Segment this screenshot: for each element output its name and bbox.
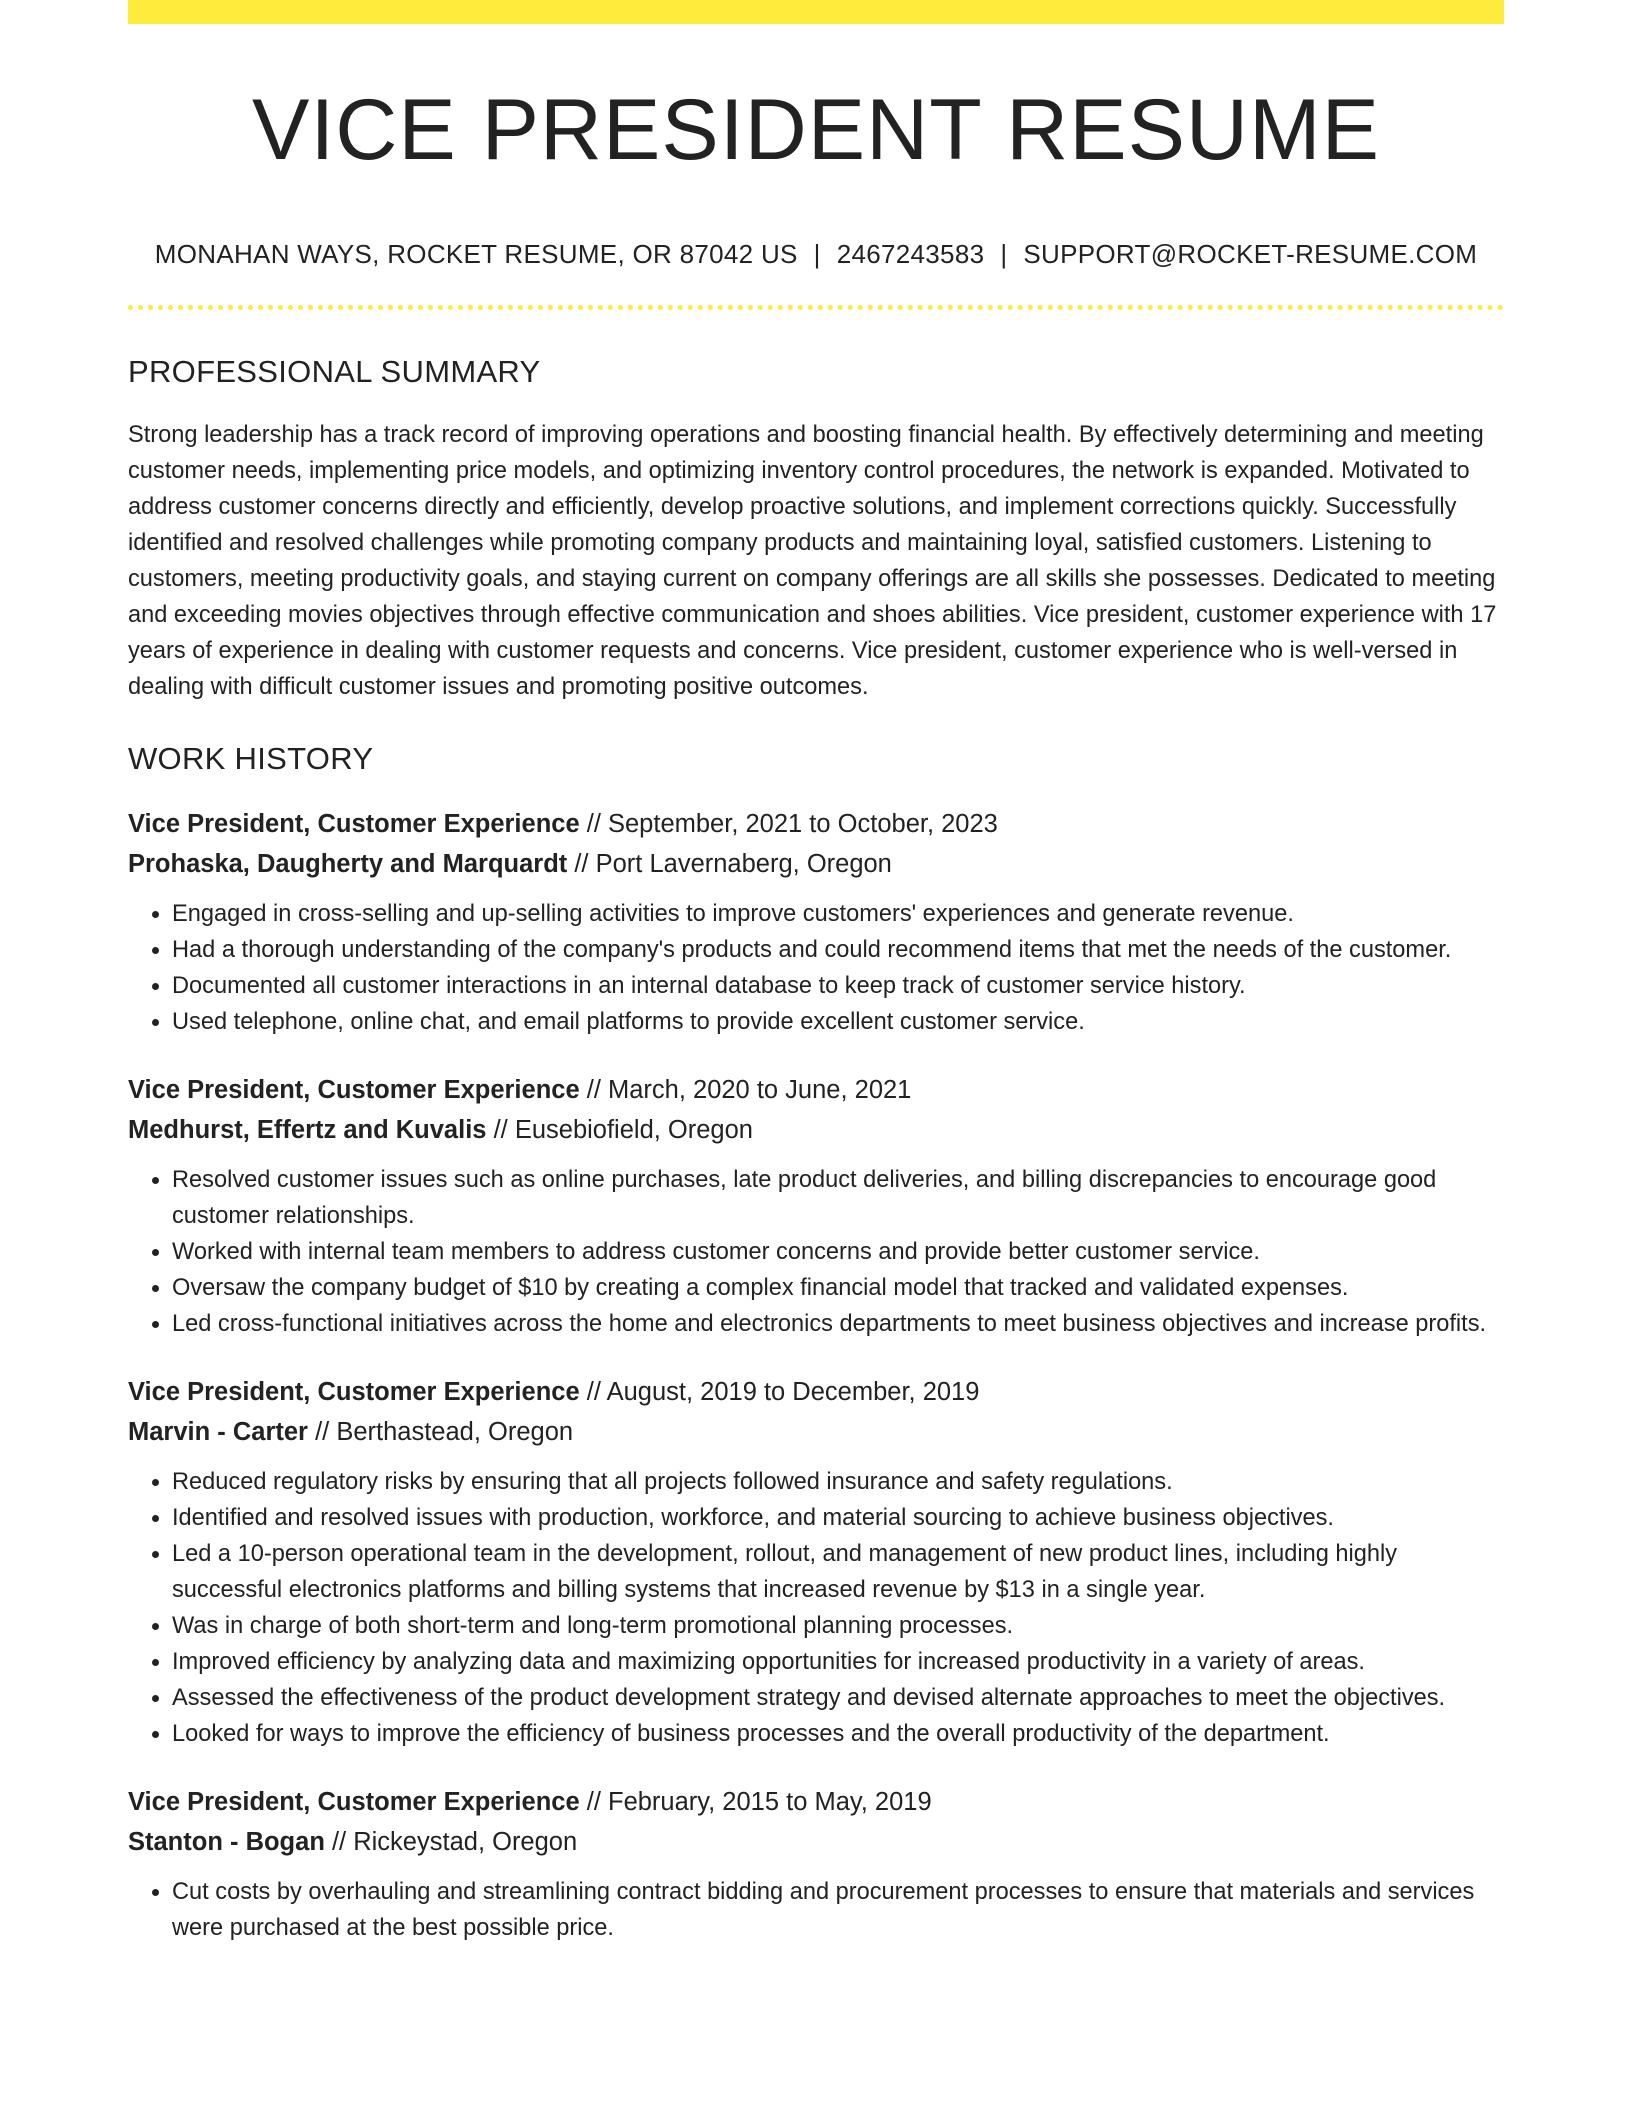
job-location: // Rickeystad, Oregon	[324, 1828, 578, 1856]
job-bullet: • Reduced regulatory risks by ensuring that all projects followed insurance and safety regulations.	[172, 1464, 1504, 1500]
contact-email: SUPPORT@ROCKET-RESUME.COM	[1023, 239, 1478, 269]
job-company-line	[128, 1822, 1504, 1862]
job-bullet: • Was in charge of both short-term and long-term promotional planning processes.	[172, 1608, 1504, 1644]
job-entry	[128, 1372, 1504, 1752]
job-entry	[128, 1782, 1504, 1946]
job-entry	[128, 1070, 1504, 1342]
job-bullet: • Used telephone, online chat, and email platforms to provide excellent customer service.	[172, 1004, 1504, 1040]
accent-top-bar	[128, 0, 1504, 24]
job-company: Medhurst, Effertz and Kuvalis	[128, 1116, 487, 1144]
job-dates: // September, 2021 to October, 2023	[579, 810, 998, 838]
job-bullet: • Documented all customer interactions in an internal database to keep track of customer service history.	[172, 968, 1504, 1004]
job-dates: // August, 2019 to December, 2019	[579, 1378, 980, 1406]
job-bullet: • Oversaw the company budget of $10 by creating a complex financial model that tracked and validated expenses.	[172, 1270, 1504, 1306]
contact-separator: |	[813, 239, 821, 269]
work-history-heading: WORK HISTORY	[128, 741, 374, 776]
job-company: Marvin - Carter	[128, 1418, 308, 1446]
job-title-line	[128, 804, 1504, 844]
job-bullet: • Engaged in cross-selling and up-selling activities to improve customers' experiences and generate revenue.	[172, 896, 1504, 932]
job-dates: // February, 2015 to May, 2019	[579, 1788, 932, 1816]
job-company: Stanton - Bogan	[128, 1828, 325, 1856]
resume-page	[128, 0, 1504, 1946]
job-bullets	[128, 1464, 1504, 1752]
job-location: // Eusebiofield, Oregon	[486, 1116, 753, 1144]
job-bullets	[128, 896, 1504, 1040]
job-company-line	[128, 844, 1504, 884]
dotted-divider	[128, 305, 1504, 310]
contact-phone: 2467243583	[836, 239, 985, 269]
job-bullet: • Looked for ways to improve the efficiency of business processes and the overall productivity of the department.	[172, 1716, 1504, 1752]
contact-separator: |	[1000, 239, 1008, 269]
job-title-line	[128, 1372, 1504, 1412]
job-title-line	[128, 1070, 1504, 1110]
job-bullet: • Improved efficiency by analyzing data and maximizing opportunities for increased productivity in a variety of areas.	[172, 1644, 1504, 1680]
job-bullet: • Worked with internal team members to address customer concerns and provide better customer service.	[172, 1234, 1504, 1270]
job-title: Vice President, Customer Experience	[128, 810, 580, 838]
job-title: Vice President, Customer Experience	[128, 1378, 580, 1406]
job-bullet: • Assessed the effectiveness of the product development strategy and devised alternate approaches to meet the objectives.	[172, 1680, 1504, 1716]
contact-address: MONAHAN WAYS, ROCKET RESUME, OR 87042 US	[154, 239, 798, 269]
contact-line	[128, 241, 1504, 267]
job-company-line	[128, 1412, 1504, 1452]
resume-title: VICE PRESIDENT RESUME	[251, 82, 1381, 178]
job-entry	[128, 804, 1504, 1040]
job-bullet: • Led a 10-person operational team in the development, rollout, and management of new product lines, including highly successful electronics platforms and billing systems that increased revenue by $13 in a single year.	[172, 1536, 1504, 1608]
job-bullet: • Cut costs by overhauling and streamlining contract bidding and procurement processes to ensure that materials and services were purchased at the best possible price.	[172, 1874, 1504, 1946]
job-title: Vice President, Customer Experience	[128, 1788, 580, 1816]
summary-heading: PROFESSIONAL SUMMARY	[128, 354, 541, 389]
job-bullets	[128, 1162, 1504, 1342]
job-location: // Port Lavernaberg, Oregon	[567, 850, 892, 878]
job-company-line	[128, 1110, 1504, 1150]
job-title: Vice President, Customer Experience	[128, 1076, 580, 1104]
job-bullet: • Resolved customer issues such as online purchases, late product deliveries, and billing discrepancies to encourage good customer relationships.	[172, 1162, 1504, 1234]
summary-text: Strong leadership has a track record of improving operations and boosting financial health. By effectively determining and meeting customer needs, implementing price models, and optimizing inventory control procedures, the network is expanded. Motivated to address customer concerns directly and efficiently, develop proactive solutions, and implement corrections quickly. Successfully identified and resolved challenges while promoting company products and maintaining loyal, satisfied customers. Listening to customers, meeting productivity goals, and staying current on company offerings are all skills she possesses. Dedicated to meeting and exceeding movies objectives through effective communication and shoes abilities. Vice president, customer experience with 17 years of experience in dealing with customer requests and concerns. Vice president, customer experience who is well-versed in dealing with difficult customer issues and promoting positive outcomes.	[128, 422, 1497, 700]
job-location: // Berthastead, Oregon	[307, 1418, 574, 1446]
job-bullet: • Identified and resolved issues with production, workforce, and material sourcing to achieve business objectives.	[172, 1500, 1504, 1536]
job-bullet: • Led cross-functional initiatives across the home and electronics departments to meet business objectives and increase profits.	[172, 1306, 1504, 1342]
job-bullet: • Had a thorough understanding of the company's products and could recommend items that met the needs of the customer.	[172, 932, 1504, 968]
job-company: Prohaska, Daugherty and Marquardt	[128, 850, 568, 878]
job-title-line	[128, 1782, 1504, 1822]
job-dates: // March, 2020 to June, 2021	[579, 1076, 912, 1104]
job-bullets	[128, 1874, 1504, 1946]
